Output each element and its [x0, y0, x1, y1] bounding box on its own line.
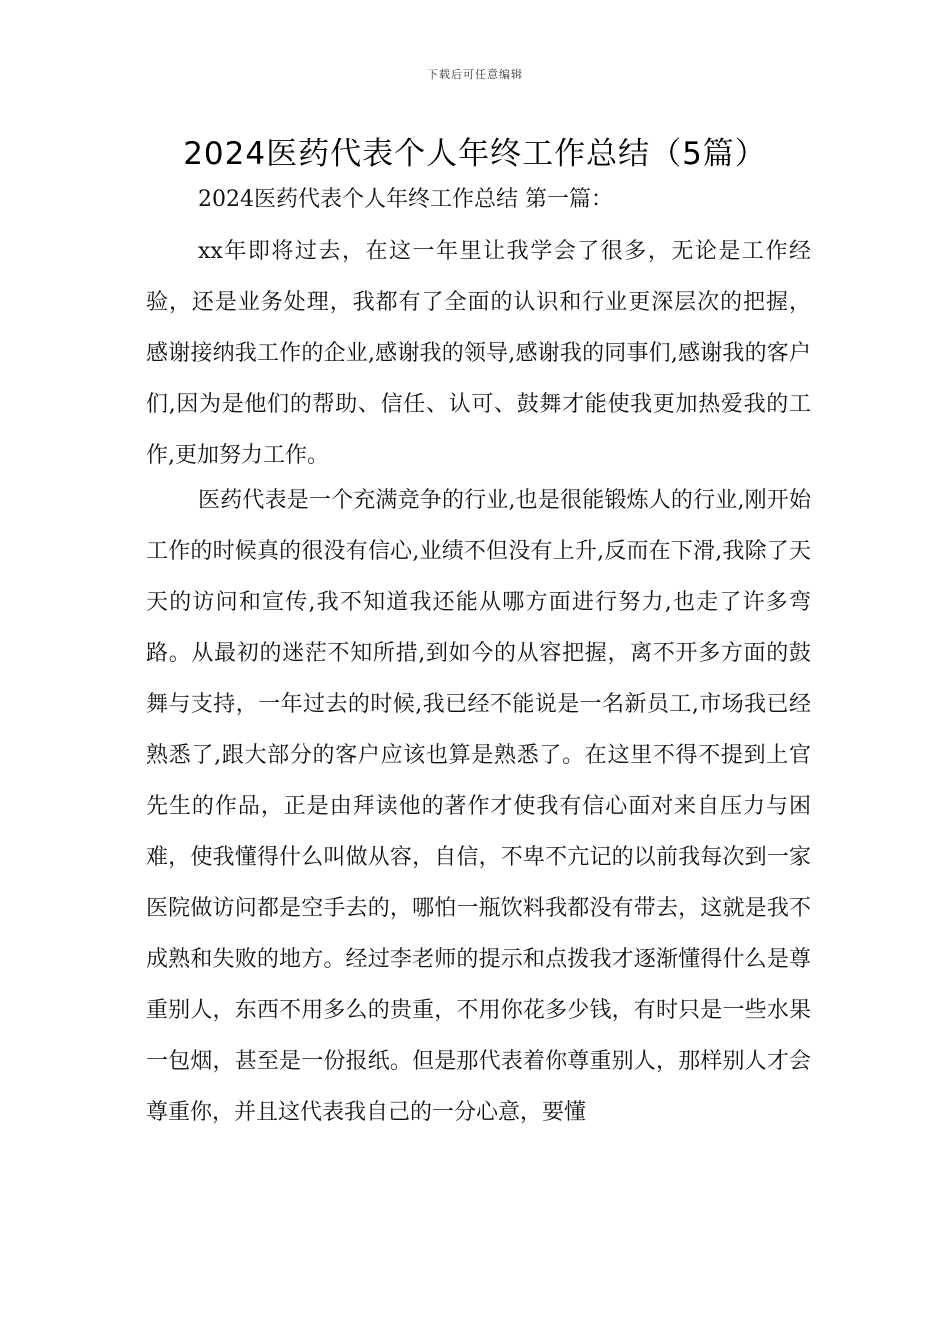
- document-title: 2024医药代表个人年终工作总结（5篇）: [183, 136, 767, 172]
- section-subtitle: 2024医药代表个人年终工作总结 第一篇：: [198, 187, 613, 212]
- body-paragraph-1: xx年即将过去，在这一年里让我学会了很多，无论是工作经验，还是业务处理，我都有了全面的认识和行业更深层次的把握， 感谢接纳我工作的企业,感谢我的领导,感谢我的同事们,感谢我的客户们,因为是他们的帮助、信任、认可、鼓舞才能使我更加热爱我的工作,更加努力工作。: [146, 239, 811, 468]
- header-note: 下载后可任意编辑: [427, 68, 523, 81]
- body-paragraph-2: 医药代表是一个充满竞争的行业,也是很能锻炼人的行业,刚开始工作的时候真的很没有信心,业绩不但没有上升,反而在下滑,我除了天天的访问和宣传,我不知道我还能从哪方面进行努力,也走了许多弯路。从最初的迷茫不知所措,到如今的从容把握，离不开多方面的鼓舞与支持，一年过去的时候,我已经不能说是一名新员工,市场我已经熟悉了,跟大部分的客户应该也算是熟悉了。在这里不得不提到上官 先生的作品，正是由拜读他的著作才使我有信心面对来自压力与困难，使我懂得什么叫做从容，自信，不卑不亢记的以前我每次到一家医院做访问都是空手去的，哪怕一瓶饮料我都没有带去，这就是我不成熟和失败的地方。经过李老师的提示和点拨我才逐渐懂得什么是尊重别人，东西不用多么的贵重，不用你花多少钱，有时只是一些水果一包烟，甚至是一份报纸。但是那代表着你尊重别人，那样别人才会尊重你，并且这代表我自己的一分心意，要懂: [146, 488, 811, 1125]
